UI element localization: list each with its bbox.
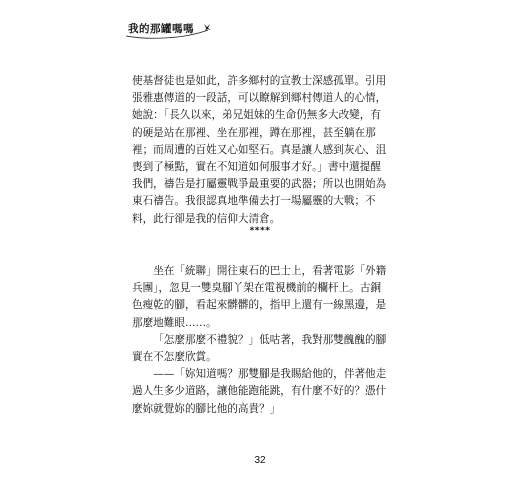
story-block (132, 263, 390, 418)
opening-paragraph: 使基督徒也是如此，許多鄉村的宣教士深感孤單。引用張雅惠傳道的一段話，可以瞭解到鄉村傳道人的心情，她說：「長久以來，弟兄姐妹的生命仍無多大改變，有的硬是站在那裡、坐在那裡，蹲在那裡，甚至躺在那裡；而周遭的百姓又心如堅石。真是讓人感到灰心、沮喪到了極點，實在不知道如何服事才好。」書中還提醒我們，禱告是打屬靈戰爭最重要的武器；所以也開始為東石禱告。我很認真地準備去打一場屬靈的大戰；不料，此行卻是我的信仰大清倉。 (132, 75, 387, 225)
story-paragraph-1: 坐在「統聯」開往東石的巴士上，看著電影「外籍兵團」，忽見一雙臭腳丫架在電視機前的欄杆上。古銅色瘦乾的腳，看起來髒髒的，指甲上還有一線黑邊，是那麼地難眼……。 (132, 265, 387, 329)
story-paragraph-2: 「怎麼那麼不禮貌？」低咕著，我對那雙醜醜的腳實在不怎麼欣賞。 (132, 333, 387, 364)
opening-paragraph-block (132, 73, 390, 228)
section-separator: **** (249, 226, 271, 236)
story-paragraph-3: ——「妳知道嗎？那雙腳是我賜給他的，伴著他走過人生多少道路，讓他能跑能跳，有什麼不好的？憑什麼妳就覺妳的腳比他的高貴？」 (132, 368, 387, 415)
page-number: 32 (254, 455, 266, 466)
running-header (124, 18, 214, 40)
header-title: 我的那罐嗎嗎 (128, 23, 194, 35)
